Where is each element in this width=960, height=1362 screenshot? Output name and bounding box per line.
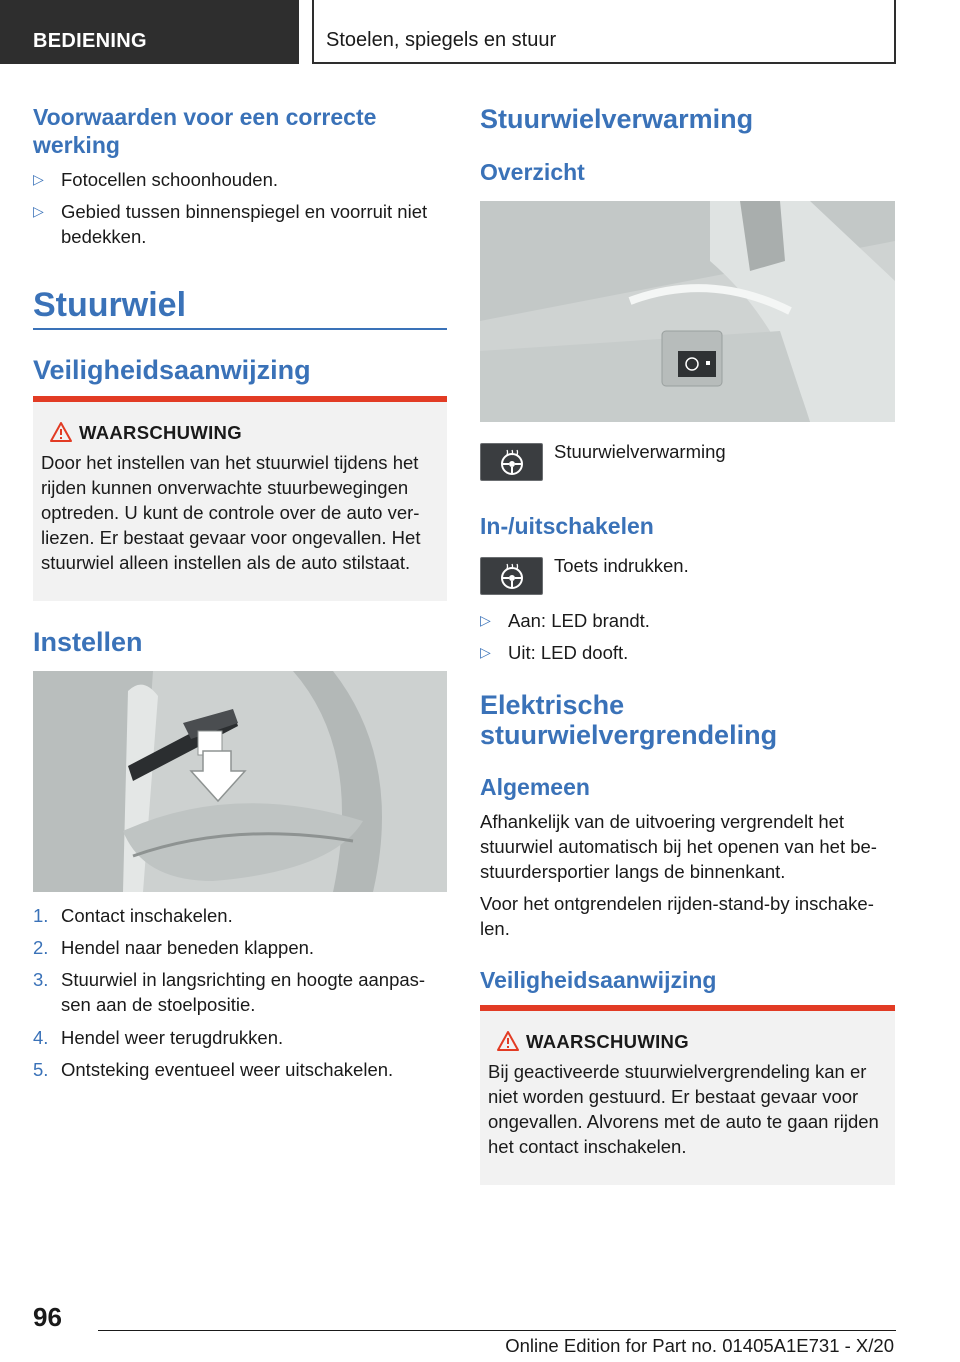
list-item: 4. Hendel weer terugdrukken. (33, 1027, 284, 1048)
list-item: 2. Hendel naar beneden klappen. (33, 937, 315, 958)
warning-triangle-icon (49, 421, 73, 443)
warning-box (480, 1005, 895, 1185)
warning-text: Door het instellen van het stuurwiel tijdens het rijden kunnen onverwachte stuurbewegingen optreden. U kunt de controle over de auto ver-liezen. Er bestaat gevaar voor ongevallen. Het stuurwiel alleen instellen als de auto stilstaat. (41, 452, 421, 573)
press-button-text: Toets indrukken. (554, 555, 689, 576)
main-heading: Stuurwiel (33, 286, 187, 324)
steering-heating-button-image (480, 557, 543, 595)
warning-title: WAARSCHUWING (488, 1029, 887, 1055)
adjust-heading: Instellen (33, 627, 143, 657)
safety-heading: Veiligheidsaanwijzing (480, 967, 717, 993)
steering-heating-illustration (480, 201, 895, 422)
list-item: ▷ Aan: LED brandt. (480, 610, 650, 631)
steering-wheel-heating-icon (498, 449, 526, 477)
list-item: 5. Ontsteking eventueel weer uitschakelen. (33, 1059, 394, 1080)
list-item: ▷ Uit: LED dooft. (480, 642, 629, 663)
steering-wheel-heating-icon (498, 563, 526, 591)
page-number: 96 (33, 1302, 62, 1332)
chapter-title: Stoelen, spiegels en stuur (326, 29, 557, 51)
safety-heading: Veiligheidsaanwijzing (33, 355, 311, 385)
steering-heating-button-image (480, 443, 543, 481)
list-item: 3. Stuurwiel in langsrichting en hoogte aanpas-sen aan de stoelpositie. (33, 969, 426, 1015)
general-text-2: Voor het ontgrendelen rijden-stand-by inschake-len. (480, 893, 874, 939)
triangle-bullet-icon: ▷ (33, 171, 44, 187)
lock-heading: Elektrische stuurwielvergrendeling (480, 690, 778, 750)
section-title: BEDIENING (33, 30, 147, 52)
footer-edition: Online Edition for Part no. 01405A1E731 - X/20 (505, 1335, 894, 1356)
onoff-heading: In-/uitschakelen (480, 513, 654, 539)
header-section-label (0, 0, 299, 64)
general-heading: Algemeen (480, 774, 590, 800)
warning-title: WAARSCHUWING (41, 420, 439, 446)
warning-box (33, 396, 447, 601)
list-item: ▷ Fotocellen schoonhouden. (33, 169, 279, 190)
warning-text: Bij geactiveerde stuurwielvergrendeling kan er niet worden gestuurd. Er bestaat gevaar voor ongevallen. Alvorens met de auto te gaan rijden het contact inschakelen. (488, 1061, 879, 1157)
footer-rule (98, 1330, 896, 1331)
list-item: ▷ Gebied tussen binnenspiegel en voorruit niet bedekken. (33, 201, 428, 247)
triangle-bullet-icon: ▷ (480, 644, 491, 660)
steering-adjust-illustration (33, 671, 447, 892)
general-text-1: Afhankelijk van de uitvoering vergrendelt het stuurwiel automatisch bij het openen van het be-stuurdersportier langs de binnenkant. (480, 811, 877, 882)
conditions-heading: Voorwaarden voor een correcte werking (33, 104, 377, 158)
triangle-bullet-icon: ▷ (33, 203, 44, 219)
warning-triangle-icon (496, 1030, 520, 1052)
overview-heading: Overzicht (480, 159, 585, 185)
heating-button-label: Stuurwielverwarming (554, 441, 726, 462)
list-item: 1. Contact inschakelen. (33, 905, 233, 926)
header-chapter-label (312, 0, 896, 64)
heading-rule (33, 328, 447, 330)
triangle-bullet-icon: ▷ (480, 612, 491, 628)
heating-heading: Stuurwielverwarming (480, 104, 754, 134)
